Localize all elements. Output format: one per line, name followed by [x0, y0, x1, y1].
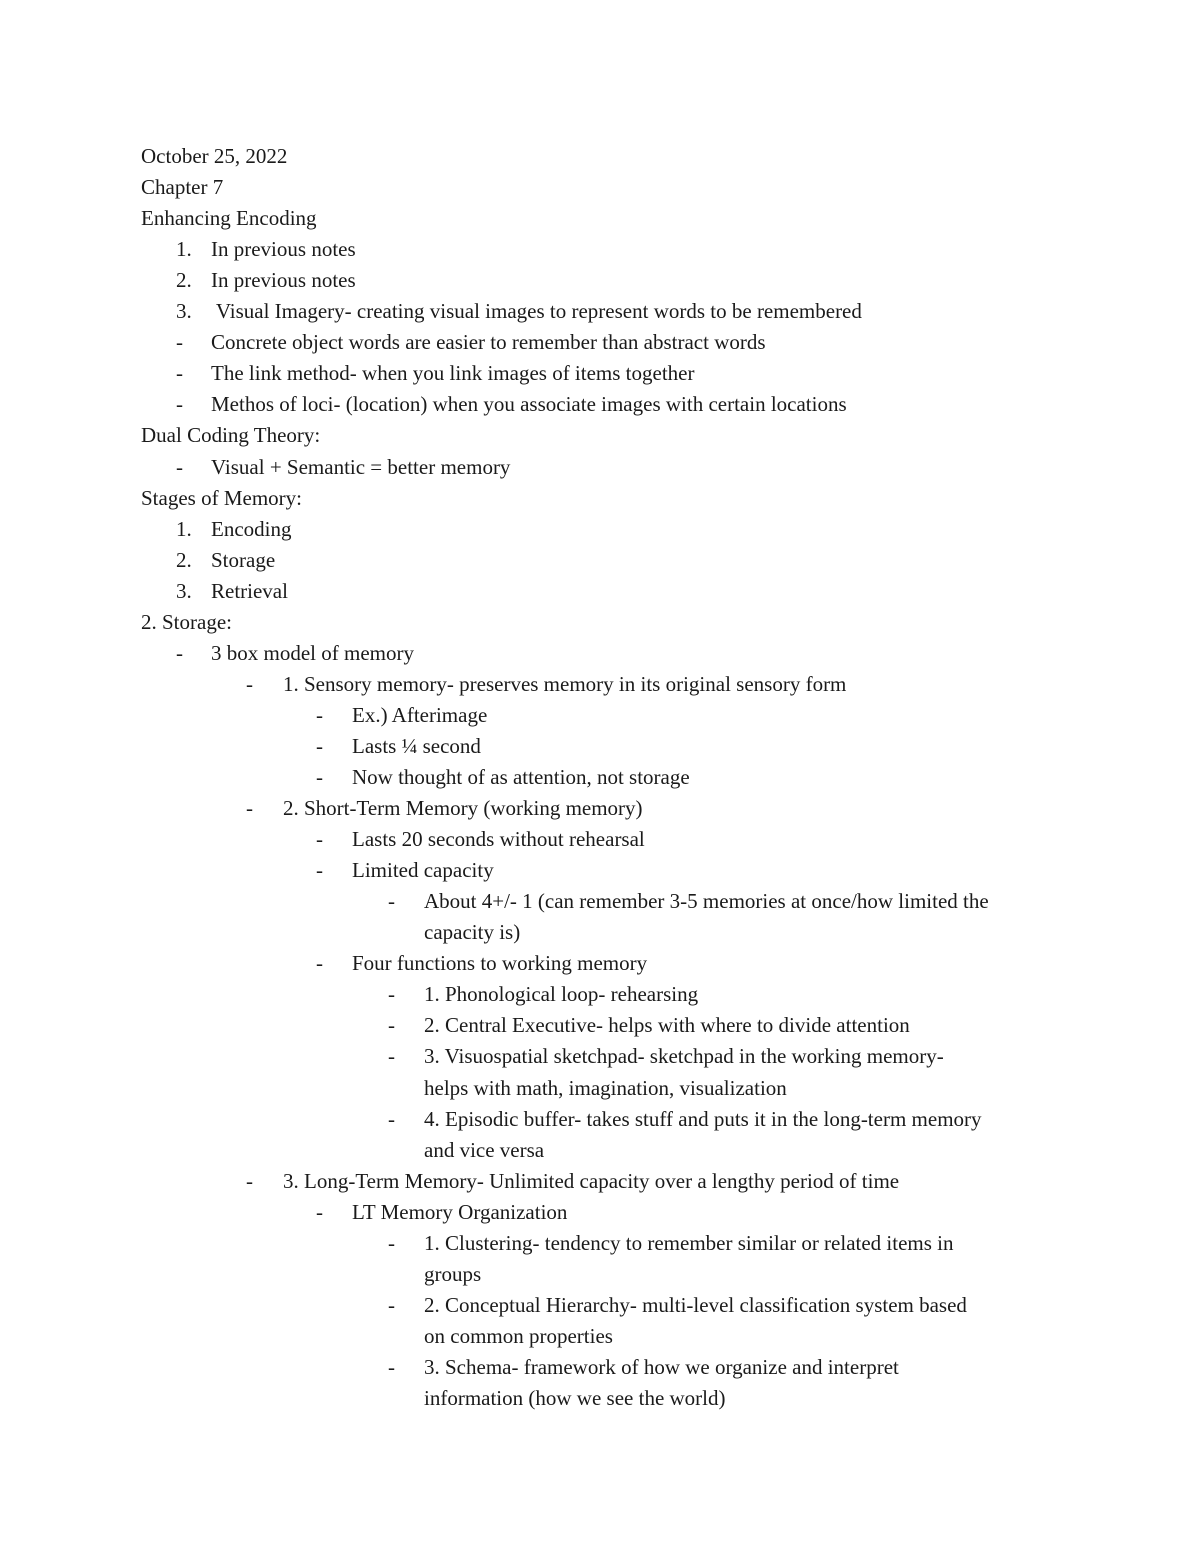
note-text: In previous notes — [211, 268, 356, 293]
note-text: helps with math, imagination, visualization — [424, 1075, 787, 1100]
note-text: In previous notes — [211, 237, 356, 262]
note-text: 2. Conceptual Hierarchy- multi-level classification system based — [424, 1292, 967, 1317]
note-text: 2. Central Executive- helps with where to divide attention — [424, 1013, 910, 1038]
note-text: Limited capacity — [352, 858, 494, 883]
list-marker: - — [388, 1354, 395, 1379]
note-text: Visual Imagery- creating visual images to represent words to be remembered — [211, 299, 862, 324]
note-text: 2. Short-Term Memory (working memory) — [283, 796, 643, 821]
list-marker: - — [388, 1106, 395, 1131]
list-marker: - — [316, 702, 323, 727]
list-marker: - — [316, 951, 323, 976]
list-marker: - — [316, 733, 323, 758]
list-marker: - — [388, 1044, 395, 1069]
list-marker: 2. — [176, 268, 192, 293]
list-marker: - — [388, 889, 395, 914]
list-marker: - — [388, 1013, 395, 1038]
note-text: Chapter 7 — [141, 175, 224, 200]
list-marker: 1. — [176, 516, 192, 541]
note-text: and vice versa — [424, 1137, 545, 1162]
note-text: capacity is) — [424, 920, 521, 945]
note-text: Now thought of as attention, not storage — [352, 765, 690, 789]
note-text: The link method- when you link images of items together — [211, 361, 695, 386]
note-text: Stages of Memory: — [141, 485, 302, 510]
note-text: Concrete object words are easier to remember than abstract words — [211, 330, 766, 355]
list-marker: - — [176, 392, 183, 417]
list-marker: - — [316, 765, 323, 789]
list-marker: - — [388, 1230, 395, 1255]
note-text: 2. Storage: — [141, 609, 232, 634]
list-marker: 1. — [176, 237, 192, 262]
list-marker: - — [388, 1292, 395, 1317]
note-text: groups — [424, 1261, 482, 1286]
list-marker: - — [176, 454, 183, 479]
list-marker: - — [316, 827, 323, 852]
note-text: October 25, 2022 — [141, 144, 288, 168]
list-marker: - — [246, 1168, 253, 1193]
note-text: Lasts ¼ second — [352, 733, 481, 758]
note-text: information (how we see the world) — [424, 1386, 726, 1410]
note-text: Visual + Semantic = better memory — [211, 454, 511, 479]
note-text: 4. Episodic buffer- takes stuff and puts it in the long-term memory — [424, 1106, 982, 1131]
note-text: Lasts 20 seconds without rehearsal — [352, 827, 645, 852]
note-text: on common properties — [424, 1323, 613, 1348]
list-marker: - — [176, 640, 183, 665]
note-text: Ex.) Afterimage — [352, 702, 488, 727]
note-text: 1. Sensory memory- preserves memory in its original sensory form — [283, 671, 847, 696]
note-text: Dual Coding Theory: — [141, 423, 321, 448]
list-marker: - — [246, 671, 253, 696]
note-text: LT Memory Organization — [352, 1199, 568, 1224]
note-text: 3. Visuospatial sketchpad- sketchpad in the working memory- — [424, 1044, 944, 1069]
list-marker: - — [176, 361, 183, 386]
list-marker: - — [246, 796, 253, 821]
note-text: 3 box model of memory — [211, 640, 414, 665]
note-text: Retrieval — [211, 578, 288, 603]
note-text: Enhancing Encoding — [141, 206, 317, 231]
note-text: Encoding — [211, 516, 292, 541]
note-text: 1. Clustering- tendency to remember similar or related items in — [424, 1230, 954, 1255]
list-marker: - — [176, 330, 183, 355]
note-text: 3. Schema- framework of how we organize and interpret — [424, 1354, 899, 1379]
list-marker: - — [316, 858, 323, 883]
list-marker: - — [388, 982, 395, 1007]
note-text: Four functions to working memory — [352, 951, 648, 976]
list-marker: 2. — [176, 547, 192, 572]
list-marker: 3. — [176, 299, 192, 324]
list-marker: - — [316, 1199, 323, 1224]
list-marker: 3. — [176, 578, 192, 603]
note-text: 3. Long-Term Memory- Unlimited capacity over a lengthy period of time — [283, 1168, 900, 1193]
note-text: Methos of loci- (location) when you associate images with certain locations — [211, 392, 847, 417]
note-text: About 4+/- 1 (can remember 3-5 memories at once/how limited the — [424, 889, 989, 914]
note-text: Storage — [211, 547, 276, 572]
note-text: 1. Phonological loop- rehearsing — [424, 982, 699, 1007]
